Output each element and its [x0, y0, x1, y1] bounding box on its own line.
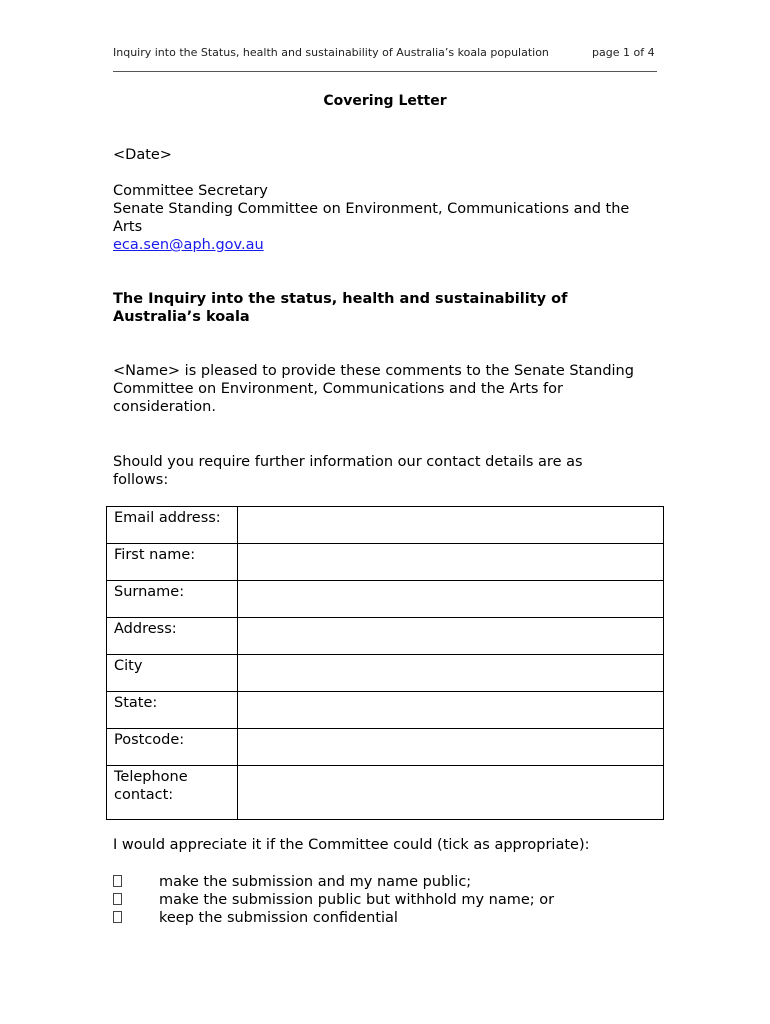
option-confidential: [113, 909, 398, 927]
header-page-number: page 1 of 4: [592, 46, 655, 59]
option-label: keep the submission confidential: [159, 910, 398, 926]
contact-details-table: [106, 506, 664, 820]
paragraph-line: follows:: [113, 472, 169, 488]
subject-heading: [113, 290, 567, 326]
table-row: [107, 692, 664, 729]
postcode-label: Postcode:: [107, 729, 238, 766]
table-row: [107, 581, 664, 618]
postcode-field[interactable]: [238, 729, 664, 766]
options-intro: I would appreciate it if the Committee could (tick as appropriate):: [113, 837, 590, 853]
table-row: [107, 766, 664, 820]
date-placeholder: <Date>: [113, 147, 172, 163]
email-label: Email address:: [107, 507, 238, 544]
checkbox-withhold[interactable]: [113, 893, 122, 905]
paragraph-line: Should you require further information our contact details are as: [113, 454, 583, 470]
table-row: [107, 507, 664, 544]
checkbox-confidential[interactable]: [113, 911, 122, 923]
header-divider: [113, 71, 657, 72]
address-label: Address:: [107, 618, 238, 655]
recipient-block: [113, 182, 629, 254]
recipient-line: Committee Secretary: [113, 183, 268, 199]
city-field[interactable]: [238, 655, 664, 692]
first-name-field[interactable]: [238, 544, 664, 581]
recipient-line: Senate Standing Committee on Environment, Communications and the: [113, 201, 630, 217]
paragraph-line: consideration.: [113, 399, 216, 415]
recipient-line: Arts: [113, 219, 143, 235]
surname-field[interactable]: [238, 581, 664, 618]
option-public: [113, 873, 471, 891]
table-row: [107, 544, 664, 581]
table-row: [107, 618, 664, 655]
checkbox-public[interactable]: [113, 875, 122, 887]
option-label: make the submission and my name public;: [159, 874, 472, 890]
table-row: [107, 729, 664, 766]
paragraph-line: <Name> is pleased to provide these comments to the Senate Standing: [113, 363, 634, 379]
telephone-label: [107, 766, 238, 820]
option-withhold: [113, 891, 554, 909]
email-link[interactable]: eca.sen@aph.gov.au: [113, 237, 264, 253]
subject-line: The Inquiry into the status, health and sustainability of: [113, 291, 568, 307]
table-row: [107, 655, 664, 692]
page-title: Covering Letter: [323, 93, 447, 109]
telephone-field[interactable]: [238, 766, 664, 820]
telephone-label-line: contact:: [114, 787, 174, 803]
telephone-label-line: Telephone: [114, 769, 188, 785]
state-field[interactable]: [238, 692, 664, 729]
option-label: make the submission public but withhold my name; or: [159, 892, 555, 908]
address-field[interactable]: [238, 618, 664, 655]
paragraph-line: Committee on Environment, Communications and the Arts for: [113, 381, 563, 397]
header-title: Inquiry into the Status, health and sustainability of Australia’s koala population: [113, 46, 549, 59]
subject-line: Australia’s koala: [113, 309, 250, 325]
surname-label: Surname:: [107, 581, 238, 618]
city-label: City: [107, 655, 238, 692]
contact-paragraph: [113, 453, 583, 489]
state-label: State:: [107, 692, 238, 729]
intro-paragraph: [113, 362, 634, 416]
email-field[interactable]: [238, 507, 664, 544]
first-name-label: First name:: [107, 544, 238, 581]
